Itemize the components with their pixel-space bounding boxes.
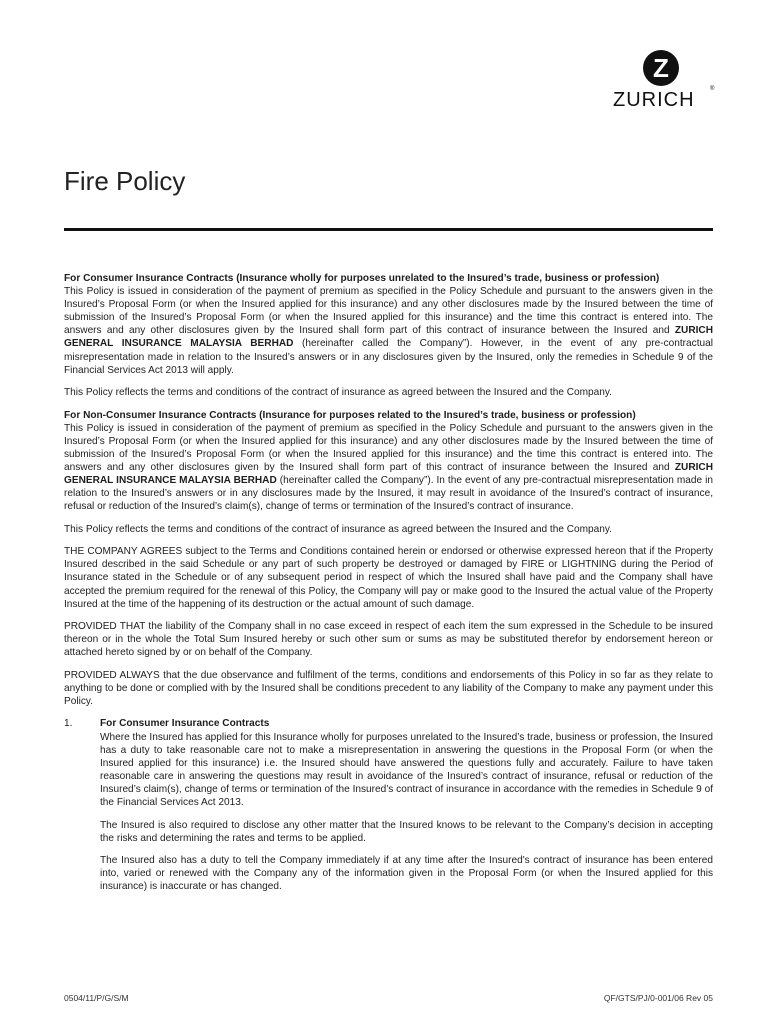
item-paragraph-3: The Insured also has a duty to tell the Company immediately if at any time after the Insured's contract of insurance has been entered into, varied or renewed with the Company any of the information given in the Proposal Form (or when the Insured applied for this insurance) is inaccurate or has changed. (100, 855, 713, 893)
item-heading: For Consumer Insurance Contracts (100, 718, 270, 730)
consumer-section-paragraph (64, 285, 713, 377)
provided-always-paragraph: PROVIDED ALWAYS that the due observance and fulfilment of the terms, conditions and endorsements of this Policy in so far as they relate to anything to be done or complied with by the Insured shall be conditions precedent to any liability of the Company to make any payment under this Policy. (64, 669, 713, 707)
title-divider (64, 228, 713, 231)
zurich-logo-icon (643, 50, 679, 86)
zurich-logo (606, 50, 718, 116)
logo-mark-letter: Z (653, 53, 669, 83)
consumer-reflects-paragraph: This Policy reflects the terms and conditions of the contract of insurance as agreed between the Insured and the Company. (64, 387, 612, 399)
document-body (64, 272, 713, 903)
consumer-company-name: ZURICH GENERAL INSURANCE MALAYSIA BERHAD (64, 325, 713, 350)
item-paragraph-1: Where the Insured has applied for this Insurance wholly for purposes unrelated to the Insured’s trade, business or profession, the Insured has a duty to take reasonable care not to make a misrepresentation in answering the questions in the Proposal Form (or when the Insured applied for this insurance) i.e. the Insured should have answered the questions fully and accurately. Failure to have taken reasonable care in answering the questions may result in avoidance of the Insured’s contract of insurance, refusal or reduction of the Insured’s claim(s), change of terms or termination of the Insured’s contract of insurance in accordance with the remedies in Schedule 9 of the Financial Services Act 2013. (100, 731, 713, 809)
numbered-item-1 (64, 717, 713, 893)
non-consumer-para-start: This Policy is issued in consideration of the payment of premium as specified in the Policy Schedule and pursuant to the answers given in the Insured’s Proposal Form (or when the Insured applied for this insurance) and any other disclosures made by the Insured between the time of submission of the Insured’s Proposal Form (or when the Insured applied for this insurance) and the time this contract is entered into. The answers and any other disclosures given by the Insured shall form part of this contract of insurance between the Insured and (64, 422, 713, 473)
non-consumer-company-name: ZURICH GENERAL INSURANCE MALAYSIA BERHAD (64, 462, 713, 487)
item-number: 1. (64, 718, 73, 730)
company-agrees-paragraph: THE COMPANY AGREES subject to the Terms and Conditions contained herein or endorsed or otherwise expressed hereon that if the Property Insured described in the said Schedule or any part of such property be destroyed or damaged by FIRE or LIGHTNING during the Period of Insurance stated in the Schedule or of any subsequent period in respect of which the Insured shall have paid and the Company shall have accepted the premium required for the renewal of this Policy, the Company will pay or make good to the Insured the actual value of the Property Insured at the time of the happening of its destruction or the actual amount of such damage. (64, 546, 713, 610)
footer-revision-code: QF/GTS/PJ/0-001/06 Rev 05 (603, 993, 713, 1003)
provided-that-paragraph: PROVIDED THAT the liability of the Company shall in no case exceed in respect of each item the sum expressed in the Schedule to be insured thereon or in the whole the Total Sum Insured hereby or such other sum or sums as may be substituted therefor by endorsement hereon or attached hereto signed by or on behalf of the Company. (64, 621, 713, 659)
footer-form-code: 0504/11/P/G/S/M (64, 993, 129, 1003)
consumer-para-start: This Policy is issued in consideration of the payment of premium as specified in the Policy Schedule and pursuant to the answers given in the Insured’s Proposal Form (or when the Insured applied for this insurance) and any other disclosures made by the Insured between the time of submission of the Insured’s Proposal Form (or when the Insured applied for this insurance) and the time this contract is entered into. The answers and any other disclosures given by the Insured shall form part of this contract of insurance between the Insured and (64, 286, 713, 337)
page-title: Fire Policy (64, 166, 186, 196)
non-consumer-section-heading: For Non-Consumer Insurance Contracts (Insurance for purposes related to the Insured’s trade, business or profession) (64, 409, 636, 421)
consumer-para-end: (hereinafter called the Company”). However, in the event of any pre-contractual misrepresentation made in relation to the Insured’s answers or in any disclosures given by the Insured, only the remedies in Schedule 9 of the Financial Services Act 2013 will apply. (64, 338, 713, 376)
consumer-section-heading: For Consumer Insurance Contracts (Insurance wholly for purposes unrelated to the Insured’s trade, business or profession) (64, 273, 660, 284)
registered-mark: ® (710, 86, 715, 92)
logo-wordmark: ZURICH (613, 89, 695, 111)
non-consumer-para-end: (hereinafter called the Company”). In the event of any pre-contractual misrepresentation made in relation to the Insured’s answers or in any disclosures made by the Insured, it may result in avoidance of the Insured’s contract of insurance, refusal or reduction of the Insured’s claim(s), change of terms or termination of the Insured’s contract of insurance. (64, 475, 713, 513)
non-consumer-section-paragraph (64, 422, 713, 514)
item-paragraph-2: The Insured is also required to disclose any other matter that the Insured knows to be relevant to the Company’s decision in accepting the risks and determining the rates and terms to be applied. (100, 819, 713, 844)
non-consumer-reflects-paragraph: This Policy reflects the terms and conditions of the contract of insurance as agreed between the Insured and the Company. (64, 523, 612, 535)
